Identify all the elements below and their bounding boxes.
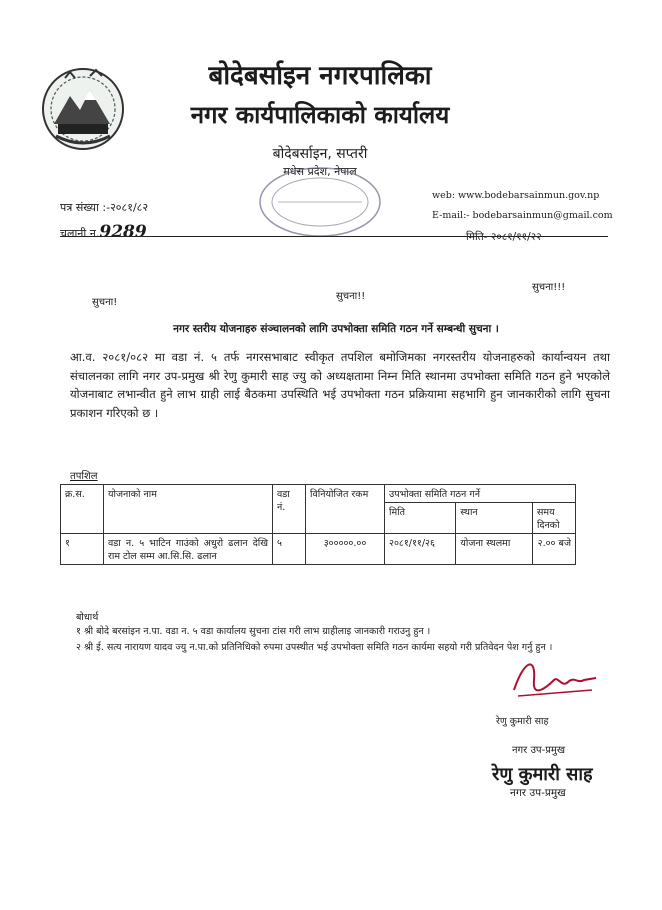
dispatch-number (60, 222, 147, 242)
office-place: बोदेबर्साइन, सप्तरी (272, 146, 368, 162)
dispatch-value: 9289 (99, 222, 147, 242)
office-title: नगर कार्यपालिकाको कार्यालय (190, 101, 450, 129)
notice-heading-2: सुचना!! (336, 291, 366, 302)
cc-label: बोधार्थ (76, 612, 99, 623)
cell-ward: ५ (273, 534, 306, 565)
cell-time: २.०० बजे (533, 534, 576, 565)
cc-item-1: १ श्री बोदे बरसांइन न.पा. वडा न. ५ वडा कार्यालय सुचना टांस गरी लाभ ग्राहीलाइ जानकारी गराउनु हुन । (76, 626, 431, 637)
dispatch-label: चलानी न. (60, 227, 100, 240)
cc-item-2: २ श्री ई. सत्य नारायण यादव ज्यु न.पा.को प्रतिनिधिको रुपमा उपस्थीत भई उपभोक्ता समिति गठन कार्यमा सहयो गरी प्रतिवेदन पेश गर्नु हुन । (76, 642, 553, 653)
stamp-designation: नगर उप-प्रमुख (510, 787, 566, 799)
cell-place: योजना स्थलमा (456, 534, 533, 565)
cell-project-name: वडा न. ५ भाटिन गाउंको अधुरो ढलान देखि राम टोल सम्म आ.सि.सि. ढलान (104, 534, 273, 565)
cell-amount: ३०००००.०० (306, 534, 385, 565)
header-divider (60, 236, 608, 237)
office-province: मधेस प्रदेश, नेपाल (283, 165, 357, 178)
letter-date: मिति- २०८१/११/२२ (466, 231, 542, 243)
notice-body: आ.व. २०८१/०८२ मा वडा नं. ५ तर्फ नगरसभाबाट स्वीकृत तपशिल बमोजिमका नगरस्तरीय योजनाहरुको कार्यान्वयन तथा संचालनका लागि नगर उप-प्रमुख श्री रेणु कुमारी साह ज्यु को अध्यक्षतामा निम्न मिति स्थानमा उपभोक्ता समिति गठन हुने भएकोले योजनाबाट लभान्वीत हुने लाभ ग्राही लाई बैठकमा उपस्थिति भई उपभोक्ता गठन प्रक्रियामा सहभागि हुन जानकारीको लागि सुचना प्रकाशन गरिएको छ । (70, 350, 610, 420)
signatory-name: रेणु कुमारी साह (496, 716, 549, 727)
notice-heading-3: सुचना!!! (532, 282, 566, 293)
header-date: मिति (385, 503, 456, 534)
header-time: समय दिनको (533, 503, 576, 534)
municipality-logo-icon (40, 66, 126, 152)
email: E-mail:- bodebarsainmun@gmail.com (432, 210, 613, 221)
cell-sn: १ (61, 534, 104, 565)
details-label: तपशिल (70, 471, 98, 482)
header-project-name: योजनाको नाम (104, 485, 273, 534)
municipality-title: बोदेबर्साइन नगरपालिका (208, 61, 432, 91)
stamp-name: रेणु कुमारी साह (492, 764, 593, 785)
header-committee: उपभोक्ता समिति गठन गर्ने (385, 485, 576, 503)
website: web: www.bodebarsainmun.gov.np (432, 190, 600, 201)
header-place: स्थान (456, 503, 533, 534)
office-seal-stamp (250, 160, 390, 240)
header-ward: वडा नं. (273, 485, 306, 534)
header-amount: विनियोजित रकम (306, 485, 385, 534)
table-row (61, 534, 576, 565)
reference-number: पत्र संख्या :-२०८१/८२ (60, 201, 149, 214)
handwritten-signature-icon (504, 650, 604, 710)
signatory-designation: नगर उप-प्रमुख (512, 745, 566, 756)
cell-date: २०८१/११/२६ (385, 534, 456, 565)
notice-heading-1: सुचना! (92, 297, 118, 308)
project-table (60, 484, 576, 565)
header-sn: क्र.स. (61, 485, 104, 534)
notice-subject: नगर स्तरीय योजनाहरु संञ्चालनको लागि उपभोक्ता समिति गठन गर्ने सम्बन्धी सुचना । (173, 323, 499, 335)
